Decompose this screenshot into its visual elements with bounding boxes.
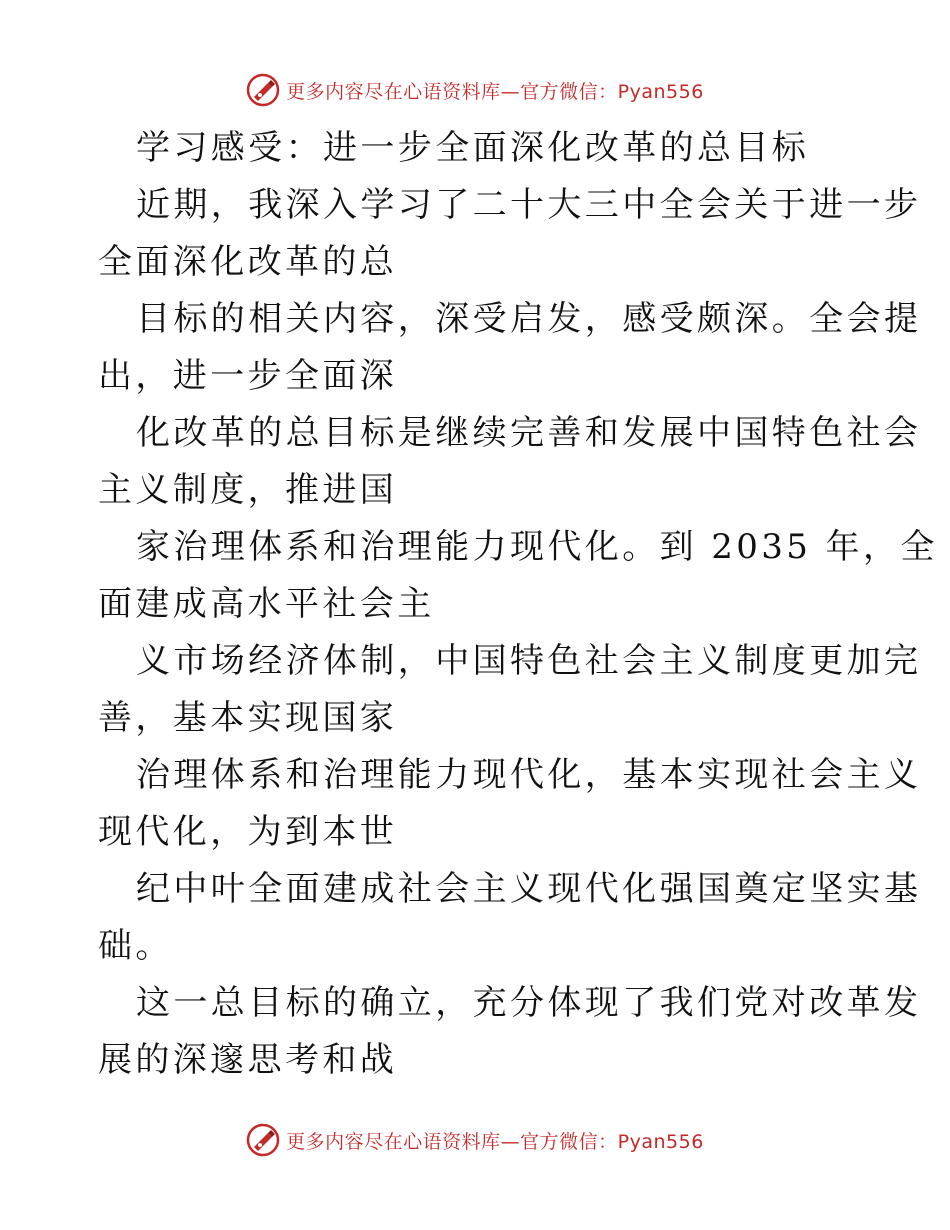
text-line: 面建成高水平社会主 [98, 584, 435, 624]
header-banner [0, 70, 950, 110]
text-line: 近期，我深入学习了二十大三中全会关于进一步 [136, 185, 922, 225]
text-line: 家治理体系和治理能力现代化。到 2035 年，全 [136, 527, 938, 567]
text-line: 出，进一步全面深 [98, 356, 398, 396]
footer-banner [0, 1120, 950, 1160]
text-line: 善，基本实现国家 [98, 698, 398, 738]
text-line: 全面深化改革的总 [98, 242, 398, 282]
banner-text: 更多内容尽在心语资料库—官方微信：Pyan556 [286, 80, 704, 103]
pen-nib-logo-icon [246, 73, 280, 107]
paragraph [98, 177, 938, 1089]
text-line: 目标的相关内容，深受启发，感受颇深。全会提 [136, 299, 922, 339]
text-line: 现代化，为到本世 [98, 812, 398, 852]
pen-nib-logo-icon [246, 1123, 280, 1157]
banner-text: 更多内容尽在心语资料库—官方微信：Pyan556 [286, 1130, 704, 1153]
text-line: 纪中叶全面建成社会主义现代化强国奠定坚实基 [136, 869, 922, 909]
text-line: 化改革的总目标是继续完善和发展中国特色社会 [136, 413, 922, 453]
text-line: 展的深邃思考和战 [98, 1040, 398, 1080]
text-line: 这一总目标的确立，充分体现了我们党对改革发 [136, 983, 922, 1023]
document-title: 学习感受：进一步全面深化改革的总目标 [136, 128, 810, 168]
text-line: 础。 [98, 926, 173, 966]
text-line: 治理体系和治理能力现代化，基本实现社会主义 [136, 755, 922, 795]
document-body [98, 120, 938, 1089]
text-line: 义市场经济体制，中国特色社会主义制度更加完 [136, 641, 922, 681]
text-line: 主义制度，推进国 [98, 470, 398, 510]
